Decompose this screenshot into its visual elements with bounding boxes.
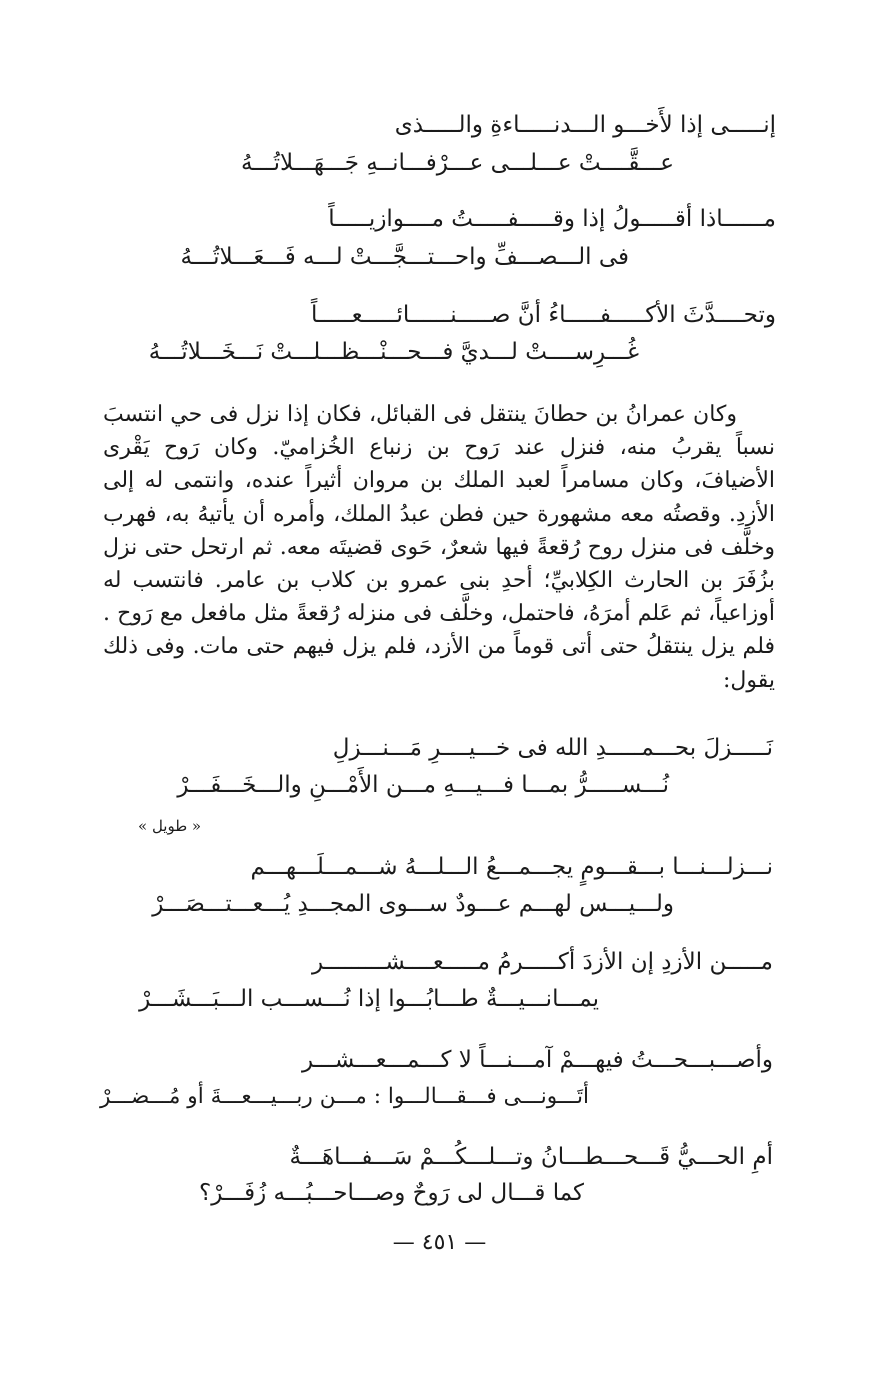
prose-paragraph xyxy=(103,398,775,697)
poem1-verse-3-hemistich-2: غُـــرِســــتْ لـــديَّ فـــحـــنْـــظـــلـــتْ نَـــخَـــلاتُـــهُ xyxy=(148,339,639,365)
meter-label: « طويل » xyxy=(138,817,202,835)
page-number: — ٤٥١ — xyxy=(392,1230,487,1255)
poem2-verse-5-hemistich-1: أمِ الحـــيُّ قَـــحـــطـــانُ وتـــلـــكُـــمْ سَـــفـــاهَـــةٌ xyxy=(289,1144,773,1170)
poem2-verse-3-hemistich-1: مـــــن الأزدِ إن الأزدَ أكـــــرمُ مـــــعــــشـــــــــر xyxy=(312,949,773,975)
poem2-verse-4-hemistich-2: أتَـــونـــى فـــقـــالـــوا : مـــن ربـــيـــعـــةَ أو مُـــضـــرْ xyxy=(100,1084,589,1109)
poem2-verse-2-hemistich-2: ولـــيـــس لهـــم عـــودٌ ســـوى المجـــدِ يُـــعـــتـــصَـــرْ xyxy=(152,891,674,917)
poem1-verse-2-hemistich-2: فى الـــصـــفِّ واحـــتـــجَّـــتْ لـــه فَـــعَـــلاتُـــهُ xyxy=(180,244,629,270)
poem2-verse-1-hemistich-1: نَـــــزلَ بحـــمـــــدِ الله فى خـــيــــرِ مَـــنـــزلِ xyxy=(332,735,773,761)
poem2-verse-4-hemistich-1: وأصـــبـــحـــتُ فيهـــمْ آمـــنـــاً لا كـــمـــعـــشـــر xyxy=(302,1047,773,1073)
prose-text: وكان عمرانُ بن حطانَ ينتقل فى القبائل، فكان إذا نزل فى حي انتسبَ نسباً يقربُ منه، فنزل عند رَوح بن زنباع الخُزاميّ. وكان رَوح يَقْرى الأضيافَ، وكان مسامراً لعبد الملك بن مروان أثيراً عنده، وانتمى له إلى الأزدِ. وقصتُه معه مشهورة حين فطن عبدُ الملك، وأمره أن يأتيهُ به، فهرب وخلَّف فى منزل روح رُقعةً فيها شعرٌ، حَوى قضيتَه معه. ثم ارتحل حتى نزل بزُفَرَ بن الحارث الكِلابيِّ؛ أحدِ بنى عمرو بن كلاب بن عامر. فانتسب له أوزاعياً، ثم عَلم أمرَهُ، فاحتمل، وخلَّف فى منزله رُقعةً مثل مافعل مع رَوح . فلم يزل ينتقلُ حتى أتى قوماً من الأزد، فلم يزل فيهم حتى مات. وفى ذلك يقول: xyxy=(103,402,776,693)
poem2-verse-3-hemistich-2: يمـــانـــيـــةٌ طـــابُـــوا إذا نُـــســـب الـــبَـــشَـــرْ xyxy=(139,986,599,1012)
poem1-verse-3-hemistich-1: وتحــــدَّثَ الأكـــــفـــــاءُ أنَّ صـــــنــــــائـــــعـــــاً xyxy=(310,302,776,328)
poem2-verse-5-hemistich-2: كما قـــال لى رَوحٌ وصـــاحـــبُـــه زُفَـــرْ؟ xyxy=(199,1180,584,1206)
poem2-verse-1-hemistich-2: نُـــســـــرُّ بمـــا فـــيـــهِ مـــن الأَمْـــنِ والـــخَـــفَـــرْ xyxy=(177,772,669,798)
poem2-verse-2-hemistich-1: نـــزلـــنـــا بـــقـــومٍ يجـــمـــعُ الـــلـــهُ شـــمـــلَـــهـــم xyxy=(250,854,773,880)
poem1-verse-1-hemistich-2: عـــقَّــــتْ عـــلـــى عـــرْفـــانــهِ جَـــهَـــلاتُـــهُ xyxy=(241,150,674,176)
poem1-verse-2-hemistich-1: مــــــاذا أقـــــولُ إذا وقـــــفـــــتُ مــــوازيـــــاً xyxy=(328,206,776,232)
poem1-verse-1-hemistich-1: إنـــــى إذا لأَخـــو الـــدنـــــاءةِ والـــــذى xyxy=(394,112,776,138)
